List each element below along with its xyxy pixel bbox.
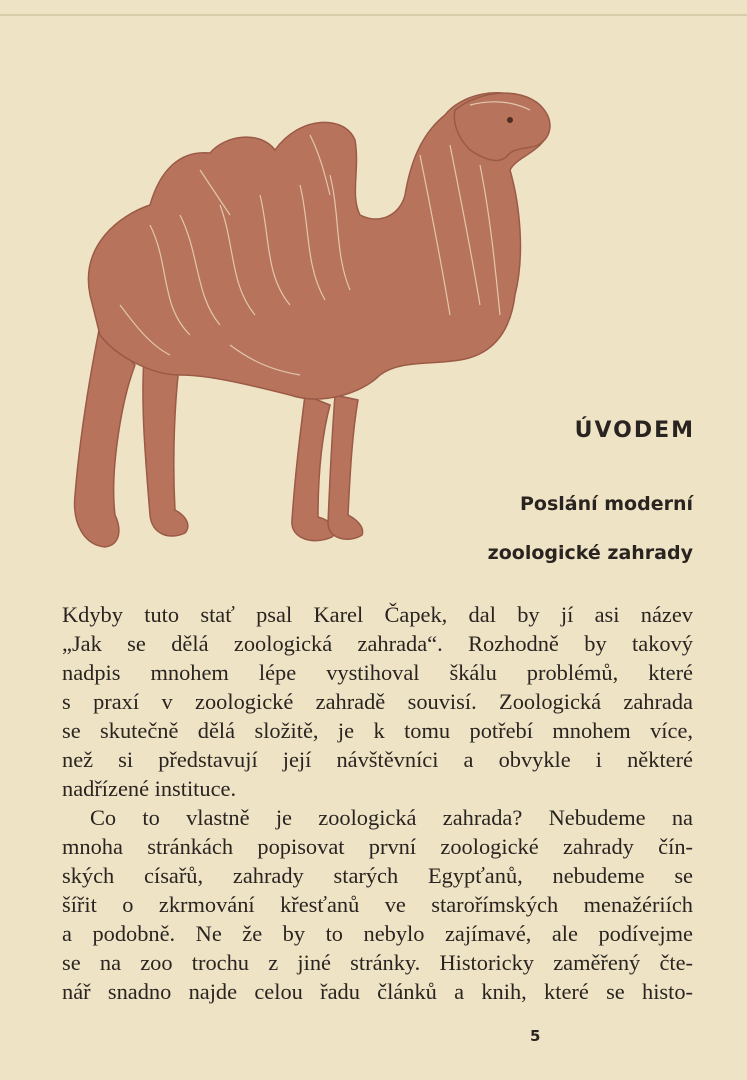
- top-rule: [0, 14, 747, 16]
- body-line: mnoha stránkách popisovat první zoologické zahrady čín-: [62, 834, 693, 859]
- body-line: a podobně. Ne že by to nebylo zajímavé, ale podívejme: [62, 921, 693, 946]
- body-line: nář snadno najde celou řadu článků a knih, které se histo-: [62, 979, 693, 1004]
- body-line: ských císařů, zahrady starých Egypťanů, nebudeme se: [62, 863, 693, 888]
- section-subtitle-line2: zoologické zahrady: [487, 542, 693, 564]
- camel-eye: [507, 117, 513, 123]
- body-line: s praxí v zoologické zahradě souvisí. Zoologická zahrada: [62, 689, 693, 714]
- body-line: nadpis mnohem lépe vystihoval škálu problémů, které: [62, 660, 693, 685]
- section-subtitle-line1: Poslání moderní: [519, 493, 693, 515]
- body-line: nadřízené instituce.: [62, 776, 237, 801]
- body-line: se na zoo trochu z jiné stránky. Historicky zaměřený čte-: [62, 950, 693, 975]
- body-line: šířit o zkrmování křesťanů ve starořímských menažériích: [62, 892, 693, 917]
- body-line: se skutečně dělá složitě, je k tomu potřebí mnohem více,: [62, 718, 693, 743]
- body-line: Kdyby tuto stať psal Karel Čapek, dal by jí asi název: [62, 602, 693, 627]
- body-text: [62, 600, 693, 1006]
- page-number: 5: [530, 1027, 541, 1045]
- body-line: „Jak se dělá zoologická zahrada“. Rozhodně by takový: [62, 631, 693, 656]
- camel-illustration: [60, 75, 570, 565]
- section-heading: ÚVODEM: [574, 418, 695, 443]
- body-line: než si představují její návštěvníci a obvykle i některé: [62, 747, 693, 772]
- body-line: Co to vlastně je zoologická zahrada? Nebudeme na: [90, 805, 693, 830]
